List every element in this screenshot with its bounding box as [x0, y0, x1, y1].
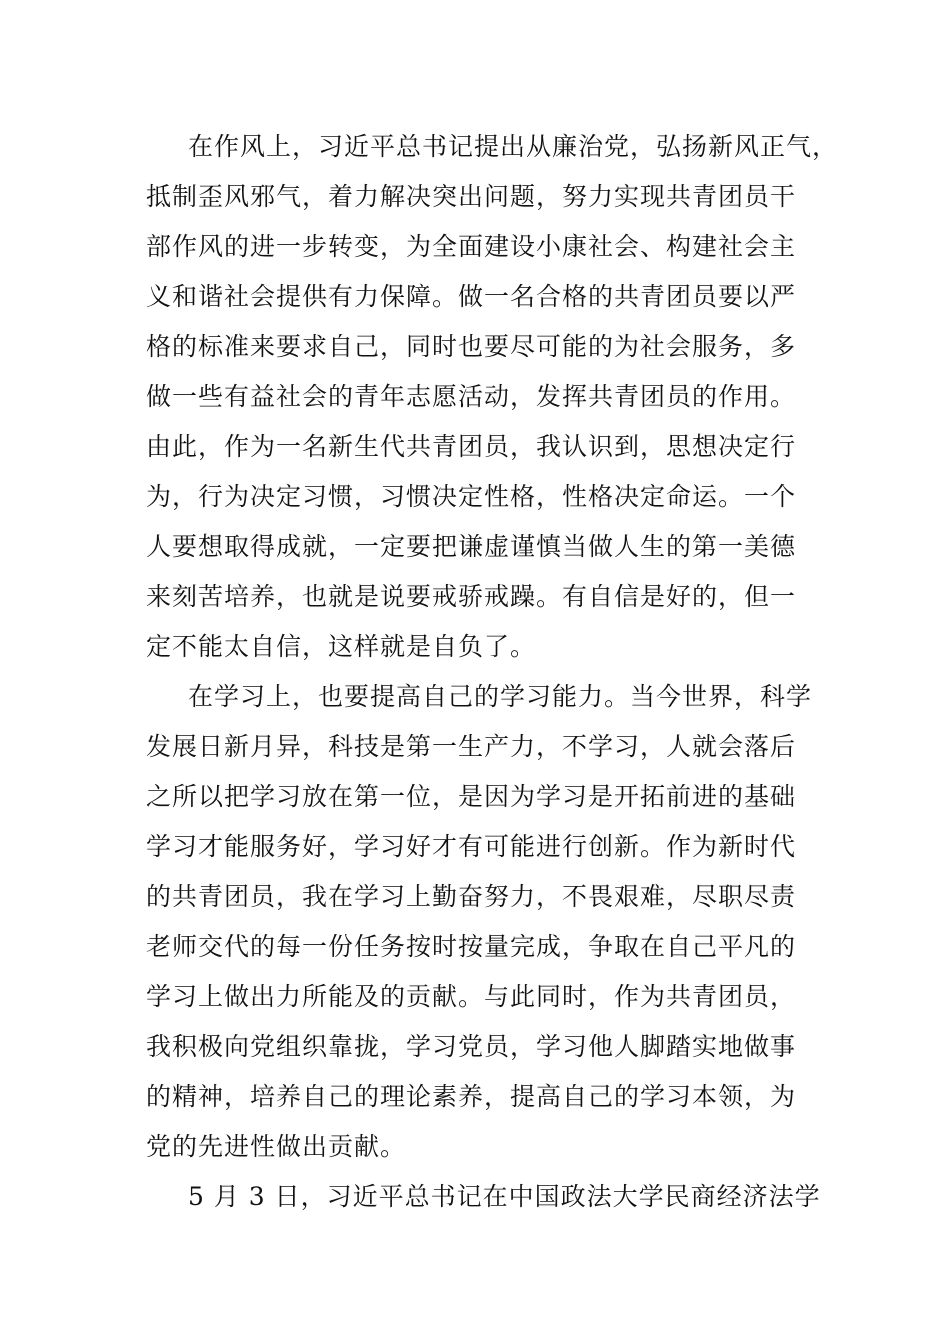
body-text: [146, 122, 839, 1222]
paragraph-1-line-2: 抵制歪风邪气，着力解决突出问题，努力实现共青团员干: [146, 182, 797, 211]
paragraph-3-line-1: 5 月 3 日，习近平总书记在中国政法大学民商经济法学: [188, 1182, 821, 1211]
paragraph-2-line-1: 在学习上，也要提高自己的学习能力。当今世界，科学: [188, 682, 813, 711]
paragraph-1-line-4: 义和谐社会提供有力保障。做一名合格的共青团员要以严: [146, 282, 797, 311]
paragraph-1-line-3: 部作风的进一步转变，为全面建设小康社会、构建社会主: [146, 232, 797, 261]
paragraph-1-line-8: 为，行为决定习惯，习惯决定性格，性格决定命运。一个: [146, 482, 797, 511]
paragraph-2-line-10: 党的先进性做出贡献。: [146, 1132, 407, 1161]
paragraph-2-line-5: 的共青团员，我在学习上勤奋努力，不畏艰难，尽职尽责: [146, 882, 797, 911]
paragraph-2-line-8: 我积极向党组织靠拢，学习党员，学习他人脚踏实地做事: [146, 1032, 797, 1061]
paragraph-1-line-9: 人要想取得成就，一定要把谦虚谨慎当做人生的第一美德: [146, 532, 797, 561]
paragraph-2-line-7: 学习上做出力所能及的贡献。与此同时，作为共青团员，: [146, 982, 797, 1011]
paragraph-2-line-9: 的精神，培养自己的理论素养，提高自己的学习本领，为: [146, 1082, 797, 1111]
paragraph-1-line-6: 做一些有益社会的青年志愿活动，发挥共青团员的作用。: [146, 382, 797, 411]
paragraph-2-line-2: 发展日新月异，科技是第一生产力，不学习，人就会落后: [146, 732, 797, 761]
paragraph-2-line-6: 老师交代的每一份任务按时按量完成，争取在自己平凡的: [146, 932, 797, 961]
paragraph-2-line-3: 之所以把学习放在第一位，是因为学习是开拓前进的基础: [146, 782, 797, 811]
paragraph-1-line-1: 在作风上，习近平总书记提出从廉治党，弘扬新风正气，: [188, 132, 839, 161]
paragraph-1-line-7: 由此，作为一名新生代共青团员，我认识到，思想决定行: [146, 432, 797, 461]
paragraph-2-line-4: 学习才能服务好，学习好才有可能进行创新。作为新时代: [146, 832, 797, 861]
paragraph-1-line-11: 定不能太自信，这样就是自负了。: [146, 632, 537, 661]
paragraph-1-line-10: 来刻苦培养，也就是说要戒骄戒躁。有自信是好的，但一: [146, 582, 797, 611]
paragraph-1-line-5: 格的标准来要求自己，同时也要尽可能的为社会服务，多: [146, 332, 797, 361]
